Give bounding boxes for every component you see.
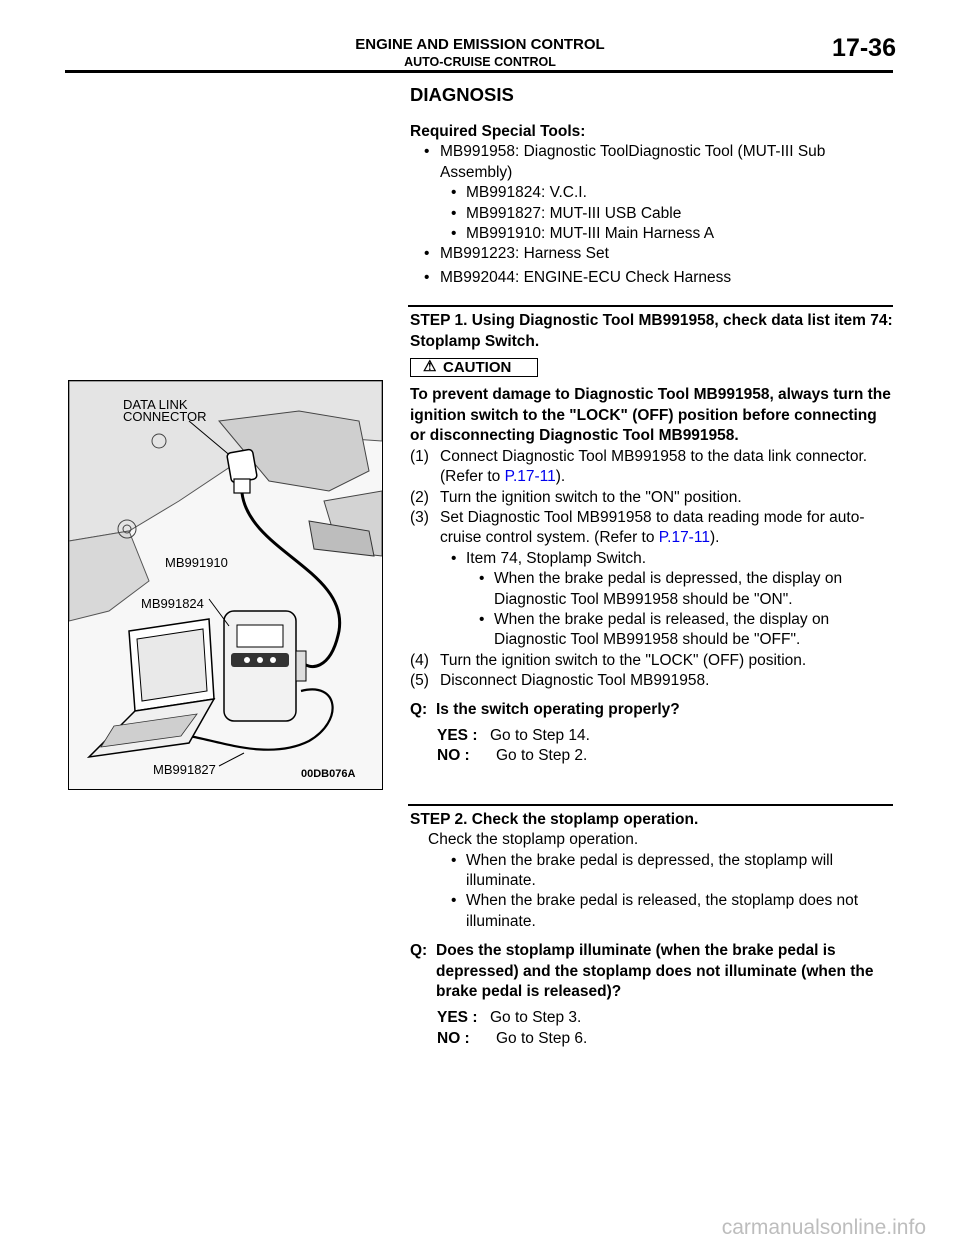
tools-heading: Required Special Tools: <box>410 123 586 140</box>
substep-number: (2) <box>410 488 429 506</box>
step1-no <box>410 746 894 766</box>
substep-text-end: ). <box>555 468 566 486</box>
step2-rule <box>408 804 893 806</box>
substep-number: (3) <box>410 508 429 526</box>
step1-substep-2 <box>410 488 894 508</box>
label-connector: CONNECTOR <box>123 409 207 424</box>
step2-yes <box>410 1008 894 1028</box>
label-data-link: DATA LINK <box>123 397 188 412</box>
tool-subitem: • MB991827: MUT-III USB Cable <box>410 204 894 224</box>
tool-subitem: • MB991824: V.C.I. <box>410 183 894 203</box>
ref-link[interactable]: P.17-11 <box>658 529 710 547</box>
substep-number: (5) <box>410 672 429 690</box>
watermark <box>0 1216 960 1240</box>
step2-released-bullet: • When the brake pedal is released, the stoplamp does not illuminate. <box>410 891 894 932</box>
header-subtitle: AUTO-CRUISE CONTROL <box>404 55 556 69</box>
section-title: DIAGNOSIS <box>410 84 514 105</box>
depressed-bullet: • When the brake pedal is depressed, the display on Diagnostic Tool MB991958 should be "ON". <box>410 569 894 610</box>
header-title: ENGINE AND EMISSION CONTROL <box>355 36 605 53</box>
step1-substep-4 <box>410 651 894 671</box>
connection-illustration <box>69 381 382 789</box>
step1-rule <box>408 305 893 307</box>
substep-number: (1) <box>410 447 429 465</box>
label-mb991827: MB991827 <box>153 762 216 777</box>
substep-text: Turn the ignition switch to the "ON" position. <box>440 488 742 506</box>
step2-depressed-bullet: • When the brake pedal is depressed, the stoplamp will illuminate. <box>410 851 894 892</box>
watermark-text: carmanualsonline.info <box>721 1216 926 1239</box>
caution-text: To prevent damage to Diagnostic Tool MB991958, always turn the ignition switch to the "LOCK" (OFF) position before connecting or disconnecting Diagnostic Tool MB991958. <box>410 386 891 445</box>
step1-substep-1 <box>410 447 894 488</box>
question-key: Q: <box>410 942 428 960</box>
header-rule <box>65 70 893 73</box>
tool-item: • MB992044: ENGINE-ECU Check Harness <box>410 268 894 288</box>
question-text: Does the stoplamp illuminate (when the brake pedal is depressed) and the stoplamp does not illuminate (when the brake pedal is released)? <box>436 942 874 1001</box>
main-content <box>410 84 894 1049</box>
step1-question <box>410 700 894 720</box>
substep-text: Disconnect Diagnostic Tool MB991958. <box>440 672 710 690</box>
label-mb991910: MB991910 <box>165 555 228 570</box>
tool-subitem: • MB991910: MUT-III Main Harness A <box>410 224 894 244</box>
substep-text-end: ). <box>709 529 720 547</box>
substep-text: Turn the ignition switch to the "LOCK" (OFF) position. <box>440 651 807 669</box>
yes-text: Go to Step 3. <box>490 1009 582 1027</box>
step1-substep-5 <box>410 671 894 691</box>
no-text: Go to Step 6. <box>496 1029 588 1047</box>
warning-triangle-icon: ⚠ <box>423 358 437 376</box>
no-key: NO : <box>437 747 470 765</box>
substep-number: (4) <box>410 651 429 669</box>
step2-title: STEP 2. Check the stoplamp operation. <box>410 810 699 828</box>
diagnostic-connection-figure <box>68 380 383 790</box>
yes-key: YES : <box>437 726 478 744</box>
no-key: NO : <box>437 1029 470 1047</box>
step2-question <box>410 941 894 1002</box>
tool-item: • MB991958: Diagnostic ToolDiagnostic Tool (MUT-III Sub Assembly) <box>410 142 894 183</box>
caution-badge <box>410 358 538 377</box>
step2-intro: Check the stoplamp operation. <box>428 831 639 849</box>
step1-substep-3 <box>410 508 894 549</box>
tool-item: • MB991223: Harness Set <box>410 244 894 264</box>
ref-link[interactable]: P.17-11 <box>504 468 556 486</box>
question-key: Q: <box>410 700 428 718</box>
figure-code: 00DB076A <box>301 768 356 780</box>
step2-no <box>410 1029 894 1049</box>
item74-bullet: • Item 74, Stoplamp Switch. <box>410 549 894 569</box>
page-number: 17-36 <box>832 34 896 62</box>
label-mb991824: MB991824 <box>141 596 204 611</box>
caution-label: CAUTION <box>443 359 512 377</box>
yes-key: YES : <box>437 1009 478 1027</box>
step1-yes <box>410 726 894 746</box>
step1-title: STEP 1. Using Diagnostic Tool MB991958, check data list item 74: Stoplamp Switch. <box>410 312 893 350</box>
yes-text: Go to Step 14. <box>490 726 590 744</box>
question-text: Is the switch operating properly? <box>436 700 680 718</box>
substep-text: Set Diagnostic Tool MB991958 to data reading mode for auto-cruise control system. (Refer to <box>440 508 865 547</box>
released-bullet: • When the brake pedal is released, the display on Diagnostic Tool MB991958 should be "OFF". <box>410 610 894 651</box>
no-text: Go to Step 2. <box>496 747 588 765</box>
substep-text: Connect Diagnostic Tool MB991958 to the data link connector. (Refer to <box>440 447 868 486</box>
